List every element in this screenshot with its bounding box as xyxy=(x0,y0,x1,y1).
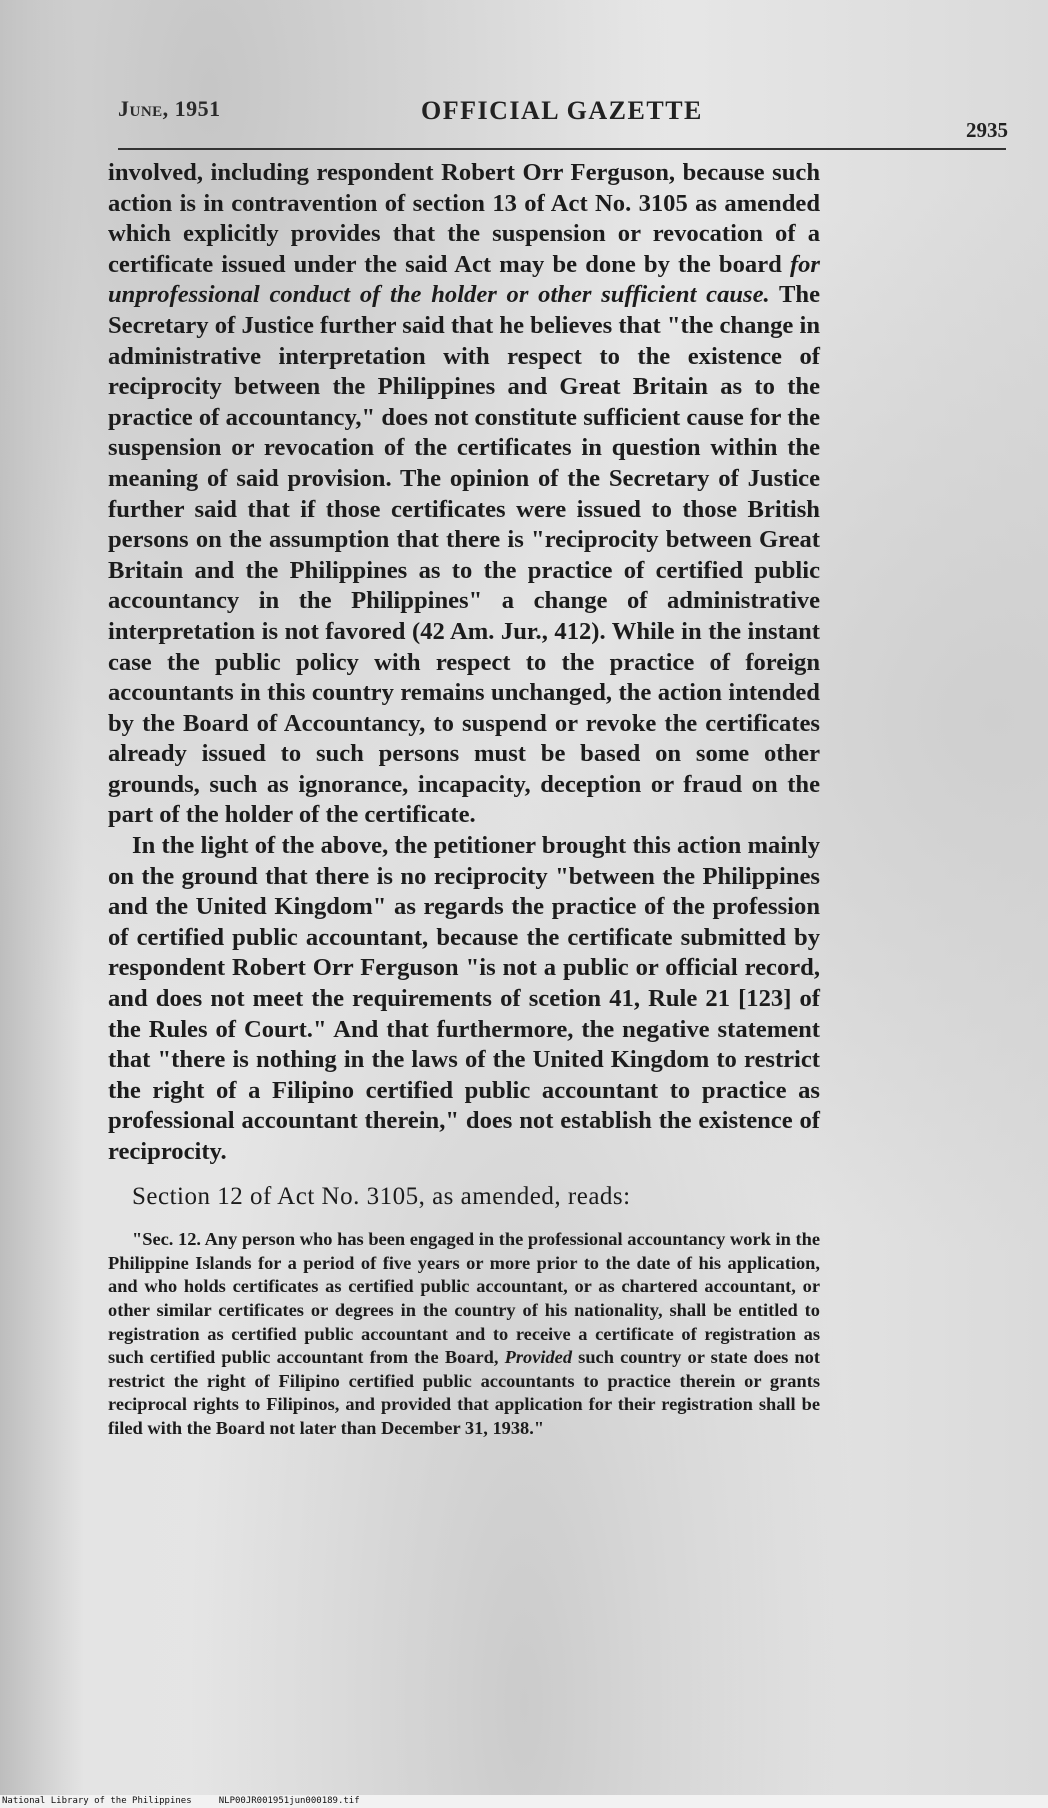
quote-italic: Provided xyxy=(504,1347,573,1368)
paragraph-continuation xyxy=(108,158,820,831)
paragraph-petitioner: In the light of the above, the petitioner brought this action mainly on the ground that there is no reciprocity "between the Philippines and the United Kingdom" as regards the practice of the profession of certified public accountant, because the certificate submitted by respondent Robert Orr Ferguson "is not a public or official record, and does not meet the requirements of scetion 41, Rule 21 [123] of the Rules of Court." And that furthermore, the negative statement that "there is nothing in the laws of the United Kingdom to restrict the right of a Filipino certified public accountant to practice as professional accountant therein," does not establish the existence of reciprocity. xyxy=(108,832,820,1165)
issue-date: June, 1951 xyxy=(118,96,221,121)
page-header xyxy=(118,92,1008,142)
paragraph-text: involved, including respondent Robert Orr Ferguson, because such action is in contravention of section 13 of Act No. 3105 as amended which explicitly provides that the suspension or revocation of a certificate issued under the said Act may be done by the board xyxy=(108,159,820,278)
publication-title: OFFICIAL GAZETTE xyxy=(421,96,703,125)
header-rule xyxy=(118,148,1006,150)
quote-text: such country or state does not restrict the right of Filipino certified public accountants to practice therein or grants reciprocal rights to Filipinos, and provided that application for their registration shall be filed with the Board not later than December 31, 1938." xyxy=(108,1347,820,1438)
section-intro: Section 12 of Act No. 3105, as amended, reads: xyxy=(132,1182,631,1210)
quote-text: "Sec. 12. Any person who has been engaged in the professional accountancy work in the Philippine Islands for a period of five years or more prior to the date of his application, and who holds certificates as certified public accountant, or as chartered accountant, or other similar certificates or degrees in the country of his nationality, shall be entitled to registration as certified public accountant and to receive a certificate of registration as such certified public accountant from the Board, xyxy=(108,1229,820,1368)
page-number: 2935 xyxy=(966,118,1008,142)
paragraph-text: The Secretary of Justice further said that he believes that "the change in administrative interpretation with respect to the existence of reciprocity between the Philippines and Great Britain as to the practice of accountancy," does not constitute sufficient cause for the suspension or revocation of the certificates in question within the meaning of said provision. The opinion of the Secretary of Justice further said that if those certificates were issued to those British persons on the assumption that there is "reciprocity between Great Britain and the Philippines as to the practice of certified public accountancy in the Philippines" a change of administrative interpretation is not favored (42 Am. Jur., 412). While in the instant case the public policy with respect to the practice of foreign accountants in this country remains unchanged, the action intended by the Board of Accountancy, to suspend or revoke the certificates already issued to such persons must be based on some other grounds, such as ignorance, incapacity, deception or fraud on the part of the holder of the certificate. xyxy=(108,281,820,829)
italic-phrase: for unprofessional conduct of the holder or other sufficient cause. xyxy=(108,250,820,309)
quoted-section xyxy=(108,1228,820,1440)
scan-footer: National Library of the Philippines NLP00JR001951jun000189.tif xyxy=(0,1795,1048,1808)
body-text xyxy=(108,158,820,1441)
